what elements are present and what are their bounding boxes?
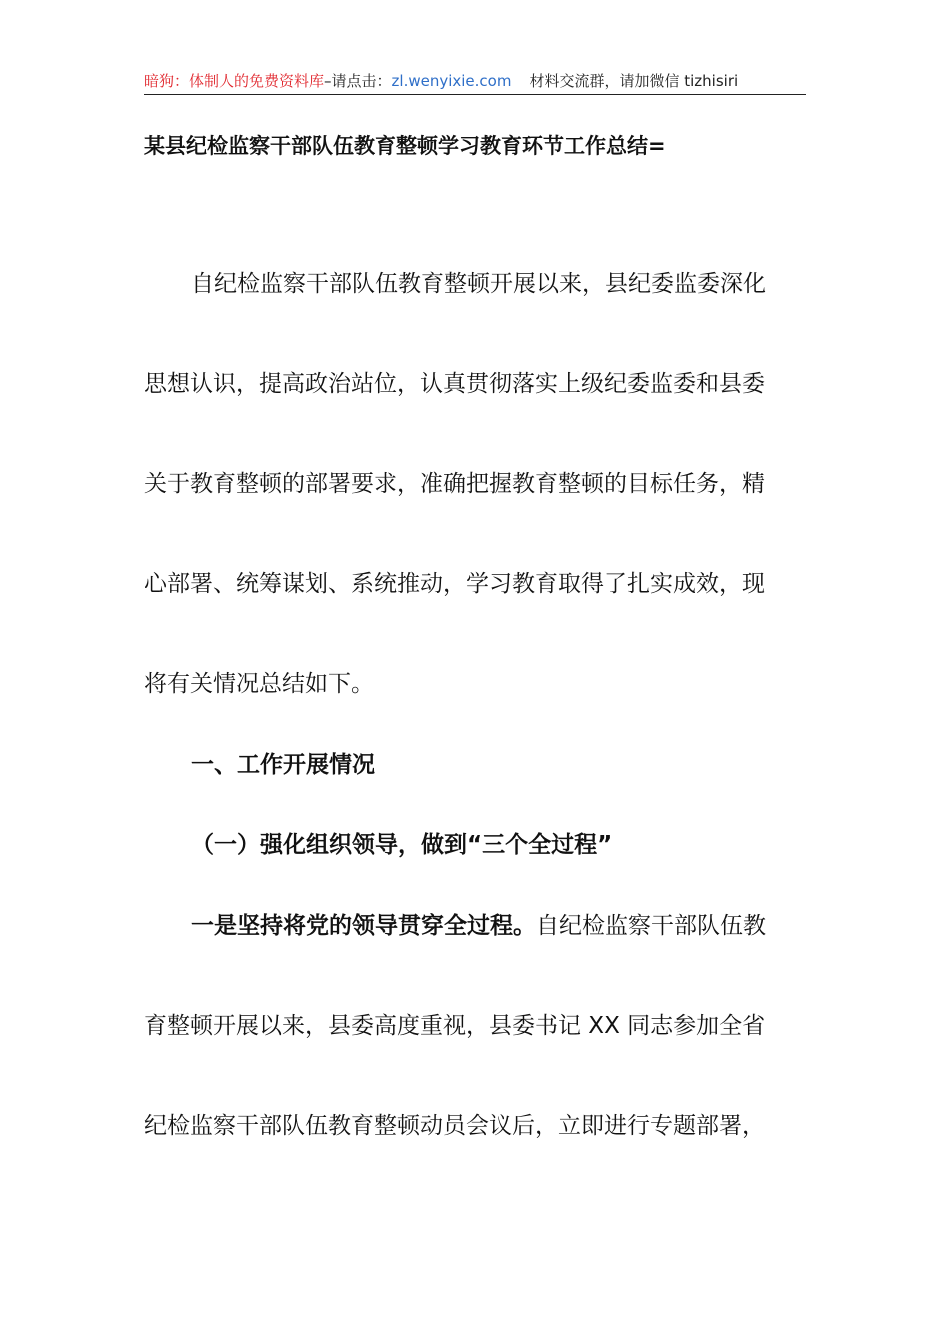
paragraph-line: 育整顿开展以来，县委高度重视，县委书记 XX 同志参加全省 — [144, 1013, 766, 1039]
section-heading: 一、工作开展情况 — [191, 752, 375, 778]
paragraph-line: 思想认识，提高政治站位，认真贯彻落实上级纪委监委和县委 — [144, 371, 765, 397]
paragraph-line: 将有关情况总结如下。 — [144, 671, 374, 697]
paragraph-line: 自纪检监察干部队伍教育整顿开展以来，县纪委监委深化 — [191, 271, 766, 297]
paragraph-line — [191, 910, 766, 942]
point-lead: 一是坚持将党的领导贯穿全过程。 — [191, 913, 536, 939]
header-url-link[interactable]: zl.wenyixie.com — [391, 72, 512, 90]
page-header — [144, 70, 806, 95]
paragraph-line: 心部署、统筹谋划、系统推动，学习教育取得了扎实成效，现 — [144, 571, 765, 597]
header-contact: 材料交流群，请加微信 tizhisiri — [529, 72, 739, 90]
paragraph-line: 关于教育整顿的部署要求，准确把握教育整顿的目标任务，精 — [144, 471, 765, 497]
subsection-heading: （一）强化组织领导，做到“三个全过程” — [191, 832, 613, 858]
header-brand: 暗狗：体制人的免费资料库 — [144, 72, 325, 90]
paragraph-line: 纪检监察干部队伍教育整顿动员会议后，立即进行专题部署， — [144, 1113, 765, 1139]
header-click-prompt: –请点击： — [324, 72, 392, 90]
document-title: 某县纪检监察干部队伍教育整顿学习教育环节工作总结= — [144, 134, 666, 158]
point-text: 自纪检监察干部队伍教 — [536, 913, 766, 939]
